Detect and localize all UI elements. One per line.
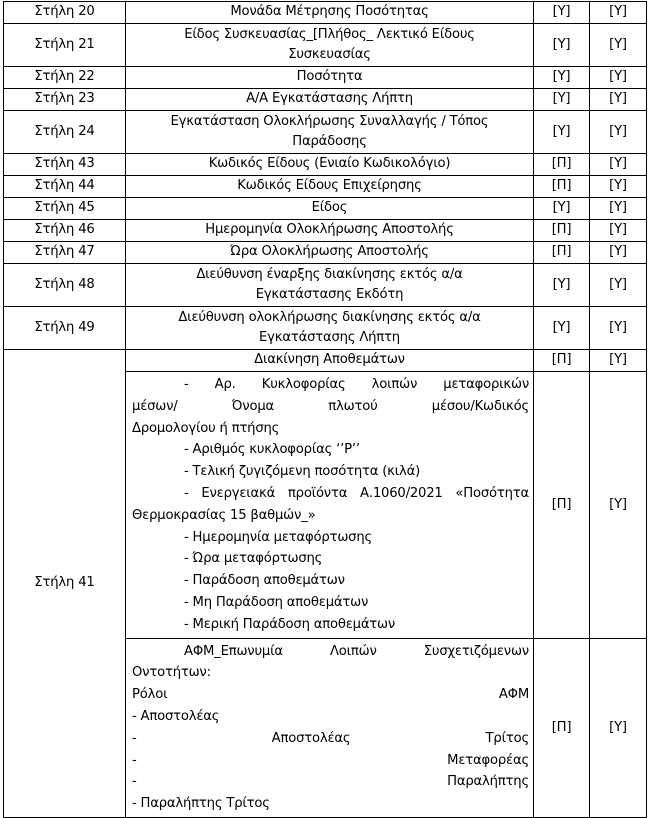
- group41-block1-description: - Αρ. Κυκλοφορίας λοιπών μεταφορικών μέσων/ Όνομα πλωτού μέσου/Κωδικός Δρομολογίου ή πτήσης - Αριθμός κυκλοφορίας ‘’Ρ’’ - Τελική ζυγιζόμενη ποσότητα (κιλά) - Ενεργειακά προϊόντα Α.1060/2021 «Ποσότητα Θερμοκρασίας 15 βαθμών_» - Ημερομηνία μεταφόρτωσης - Ώρα μεταφόρτωσης - Παράδοση αποθεμάτων - Μη Παράδοση αποθεμάτων - Μερική Παράδοση αποθεμάτων: [126, 372, 534, 639]
- table-row: [4, 242, 647, 264]
- table-row: [4, 2, 647, 24]
- flag-2: [Υ]: [590, 350, 647, 372]
- flag-1: [Υ]: [534, 198, 590, 220]
- flag-1: [Π]: [534, 638, 590, 817]
- table-row: [4, 307, 647, 350]
- flag-1: [Π]: [534, 176, 590, 198]
- field-description: Ώρα Ολοκλήρωσης Αποστολής: [126, 242, 534, 264]
- flag-1: [Υ]: [534, 111, 590, 154]
- flag-1: [Π]: [534, 154, 590, 176]
- flag-2: [Υ]: [590, 2, 647, 24]
- table-row: [4, 220, 647, 242]
- field-description: Διεύθυνση ολοκλήρωσης διακίνησης εκτός α/α Εγκατάστασης Λήπτη: [126, 307, 534, 350]
- role-item: - Παραλήπτης Τρίτος: [132, 796, 270, 812]
- flag-2: [Υ]: [590, 638, 647, 817]
- flag-2: [Υ]: [590, 372, 647, 639]
- fields-table: [3, 1, 647, 818]
- role-item: - Αποστολέας Τρίτος: [132, 730, 529, 746]
- table-row: [4, 89, 647, 111]
- flag-2: [Υ]: [590, 154, 647, 176]
- field-description: Κωδικός Είδους Επιχείρησης: [126, 176, 534, 198]
- column-label: Στήλη 46: [4, 220, 126, 242]
- flag-2: [Υ]: [590, 242, 647, 264]
- column-label: Στήλη 24: [4, 111, 126, 154]
- flag-2: [Υ]: [590, 24, 647, 67]
- flag-1: [Π]: [534, 372, 590, 639]
- field-description: Κωδικός Είδους (Ενιαίο Κωδικολόγιο): [126, 154, 534, 176]
- flag-1: [Υ]: [534, 264, 590, 307]
- group41-block2-description: ΑΦΜ_Επωνυμία Λοιπών Συσχετιζόμενων Οντοτήτων: Ρόλοι ΑΦΜ - Αποστολέας - Αποστολέας Τρίτος - Μεταφορέας - Παραλήπτης - Παραλήπτης Τρίτος: [126, 638, 534, 817]
- related-entities-title: ΑΦΜ_Επωνυμία Λοιπών Συσχετιζόμενων: [184, 643, 529, 659]
- fields-table-body: [4, 2, 647, 818]
- table-row: [4, 264, 647, 307]
- column-label: Στήλη 48: [4, 264, 126, 307]
- role-item: - Παραλήπτης: [132, 774, 529, 790]
- role-item: - Αποστολέας: [132, 708, 220, 724]
- flag-1: [Υ]: [534, 307, 590, 350]
- role-item: - Μεταφορέας: [132, 752, 529, 768]
- column-label: Στήλη 23: [4, 89, 126, 111]
- field-description: Ποσότητα: [126, 67, 534, 89]
- table-row: [4, 111, 647, 154]
- flag-1: [Π]: [534, 350, 590, 372]
- field-description: Διεύθυνση έναρξης διακίνησης εκτός α/α Εγκατάστασης Εκδότη: [126, 264, 534, 307]
- flag-2: [Υ]: [590, 176, 647, 198]
- flag-2: [Υ]: [590, 220, 647, 242]
- table-row: [4, 198, 647, 220]
- flag-2: [Υ]: [590, 89, 647, 111]
- field-description: Είδος: [126, 198, 534, 220]
- flag-2: [Υ]: [590, 307, 647, 350]
- column-label: Στήλη 21: [4, 24, 126, 67]
- flag-1: [Π]: [534, 242, 590, 264]
- field-description: Μονάδα Μέτρησης Ποσότητας: [126, 2, 534, 24]
- field-description: Είδος Συσκευασίας_[Πλήθος_ Λεκτικό Είδους Συσκευασίας: [126, 24, 534, 67]
- table-row-group41-header: [4, 350, 647, 372]
- table-row: [4, 176, 647, 198]
- flag-1: [Υ]: [534, 67, 590, 89]
- column-label: Στήλη 44: [4, 176, 126, 198]
- group41-title: Διακίνηση Αποθεμάτων: [126, 350, 534, 372]
- table-row: [4, 154, 647, 176]
- column-label: Στήλη 43: [4, 154, 126, 176]
- column-label: Στήλη 49: [4, 307, 126, 350]
- column-label: Στήλη 45: [4, 198, 126, 220]
- table-row: [4, 24, 647, 67]
- column-label: Στήλη 20: [4, 2, 126, 24]
- column-label: Στήλη 47: [4, 242, 126, 264]
- table-row: [4, 67, 647, 89]
- flag-1: [Υ]: [534, 24, 590, 67]
- flag-1: [Υ]: [534, 2, 590, 24]
- flag-2: [Υ]: [590, 264, 647, 307]
- column-label-group41: Στήλη 41: [4, 350, 126, 818]
- flag-2: [Υ]: [590, 198, 647, 220]
- column-label: Στήλη 22: [4, 67, 126, 89]
- flag-2: [Υ]: [590, 111, 647, 154]
- flag-2: [Υ]: [590, 67, 647, 89]
- flag-1: [Π]: [534, 220, 590, 242]
- flag-1: [Υ]: [534, 89, 590, 111]
- roles-header: Ρόλοι ΑΦΜ: [132, 687, 529, 703]
- field-description: Εγκατάσταση Ολοκλήρωσης Συναλλαγής / Τόπος Παράδοσης: [126, 111, 534, 154]
- field-description: Ημερομηνία Ολοκλήρωσης Αποστολής: [126, 220, 534, 242]
- field-description: Α/Α Εγκατάστασης Λήπτη: [126, 89, 534, 111]
